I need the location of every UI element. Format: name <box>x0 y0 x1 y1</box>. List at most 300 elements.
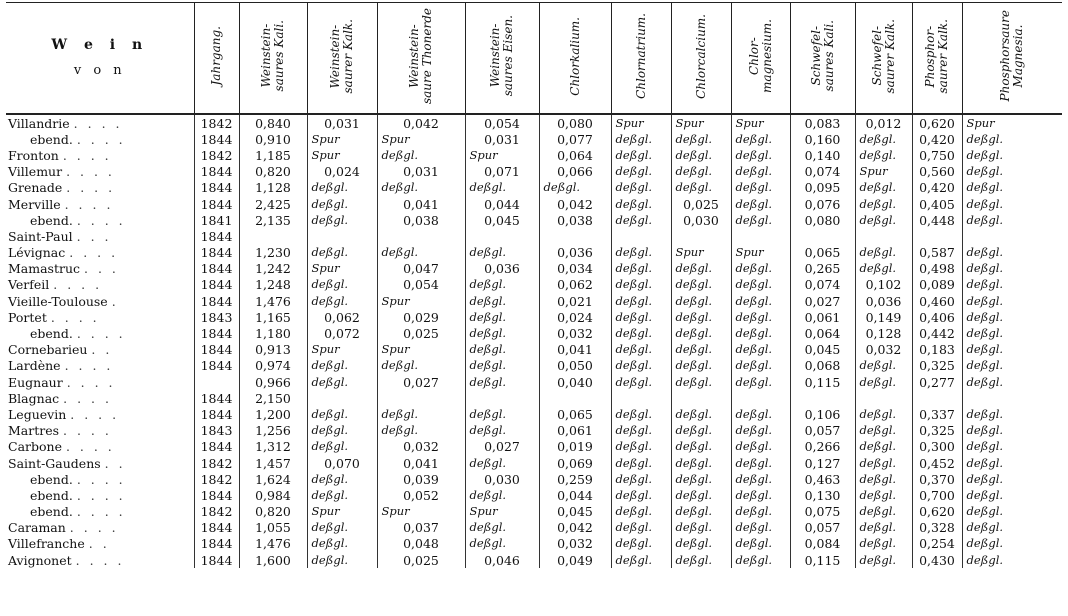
cell-schwefelsaures-kali: 0,074 <box>790 164 855 180</box>
wine-origin-name: ebend. <box>30 487 73 503</box>
cell-schwefelsaures-kali <box>790 390 855 406</box>
cell-weinsteinsaurer-kalk: deßgl. <box>307 358 377 374</box>
wine-origin-cell <box>6 487 194 503</box>
header-chlorkalium: Chlorkalium. <box>539 3 611 115</box>
cell-weinsteinsaures-eisen: deßgl. <box>465 325 539 341</box>
cell-weinsteinsaures-eisen: deßgl. <box>465 423 539 439</box>
leader-dots: . . . . <box>62 147 112 163</box>
wine-origin-cell <box>6 455 194 471</box>
cell-phosphorsaure-magnesia: deßgl. <box>962 131 1062 147</box>
cell-schwefelsaures-kali: 0,080 <box>790 212 855 228</box>
cell-phosphorsaurer-kalk: 0,328 <box>912 520 962 536</box>
cell-schwefelsaurer-kalk: deßgl. <box>855 358 912 374</box>
cell-phosphorsaurer-kalk: 0,620 <box>912 114 962 131</box>
cell-chlornatrium: deßgl. <box>611 196 671 212</box>
cell-phosphorsaurer-kalk: 0,406 <box>912 309 962 325</box>
cell-weinsteinsaure-thonerde: 0,025 <box>377 325 465 341</box>
cell-weinsteinsaurer-kalk: deßgl. <box>307 536 377 552</box>
leader-dots: . . . . <box>66 164 115 180</box>
cell-phosphorsaurer-kalk: 0,277 <box>912 374 962 390</box>
cell-chlorcalcium: deßgl. <box>671 552 731 568</box>
cell-chlormagnesium: Spur <box>731 114 790 131</box>
cell-chlorkalium: 0,042 <box>539 196 611 212</box>
cell-schwefelsaures-kali: 0,068 <box>790 358 855 374</box>
cell-jahrgang: 1844 <box>194 245 239 261</box>
cell-weinsteinsaurer-kalk: Spur <box>307 342 377 358</box>
cell-phosphorsaurer-kalk <box>912 228 962 244</box>
cell-weinsteinsaures-eisen: deßgl. <box>465 309 539 325</box>
cell-weinsteinsaures-eisen: deßgl. <box>465 342 539 358</box>
cell-jahrgang: 1844 <box>194 406 239 422</box>
header-chlornatrium: Chlornatrium. <box>611 3 671 115</box>
cell-weinsteinsaures-eisen <box>465 228 539 244</box>
cell-schwefelsaurer-kalk: deßgl. <box>855 455 912 471</box>
cell-schwefelsaurer-kalk: deßgl. <box>855 245 912 261</box>
cell-schwefelsaurer-kalk: deßgl. <box>855 520 912 536</box>
wine-origin-name: Saint-Gaudens <box>8 455 101 471</box>
table-row <box>6 261 1062 277</box>
cell-weinsteinsaure-thonerde: 0,048 <box>377 536 465 552</box>
cell-phosphorsaurer-kalk: 0,452 <box>912 455 962 471</box>
header-phosphorsaurer-kalk: Phosphor- saurer Kalk. <box>912 3 962 115</box>
cell-weinsteinsaurer-kalk: deßgl. <box>307 487 377 503</box>
wine-origin-name: Verfeil <box>8 277 50 293</box>
cell-chlormagnesium: deßgl. <box>731 439 790 455</box>
leader-dots: . . . . <box>76 131 126 147</box>
cell-phosphorsaure-magnesia: deßgl. <box>962 293 1062 309</box>
cell-weinsteinsaure-thonerde: 0,054 <box>377 277 465 293</box>
cell-jahrgang: 1844 <box>194 228 239 244</box>
cell-chlormagnesium: deßgl. <box>731 325 790 341</box>
leader-dots: . . . . <box>50 309 100 325</box>
table-row <box>6 196 1062 212</box>
leader-dots: . . <box>88 536 110 552</box>
cell-weinsteinsaures-eisen <box>465 390 539 406</box>
cell-weinsteinsaures-kali <box>239 228 307 244</box>
cell-chlornatrium: deßgl. <box>611 342 671 358</box>
wine-origin-cell <box>6 277 194 293</box>
wine-origin-name: Caraman <box>8 520 66 536</box>
cell-chlornatrium: deßgl. <box>611 293 671 309</box>
cell-weinsteinsaurer-kalk: deßgl. <box>307 520 377 536</box>
cell-chlorcalcium: deßgl. <box>671 147 731 163</box>
header-weinsteinsaurer-kalk: Weinstein- saurer Kalk. <box>307 3 377 115</box>
wine-origin-cell <box>6 180 194 196</box>
cell-weinsteinsaures-kali: 0,910 <box>239 131 307 147</box>
cell-chlormagnesium: deßgl. <box>731 487 790 503</box>
cell-schwefelsaurer-kalk: deßgl. <box>855 261 912 277</box>
cell-jahrgang: 1844 <box>194 164 239 180</box>
wine-origin-cell <box>6 423 194 439</box>
cell-weinsteinsaures-eisen: deßgl. <box>465 245 539 261</box>
cell-jahrgang: 1842 <box>194 147 239 163</box>
wine-origin-name: Fronton <box>8 147 59 163</box>
cell-weinsteinsaures-eisen: deßgl. <box>465 455 539 471</box>
cell-chlorkalium: 0,259 <box>539 471 611 487</box>
wine-origin-name: Leguevin <box>8 406 67 422</box>
cell-chlorcalcium: deßgl. <box>671 309 731 325</box>
cell-weinsteinsaure-thonerde: Spur <box>377 131 465 147</box>
cell-jahrgang: 1844 <box>194 261 239 277</box>
cell-chlornatrium: deßgl. <box>611 245 671 261</box>
cell-chlorkalium: 0,044 <box>539 487 611 503</box>
cell-chlorkalium: 0,041 <box>539 342 611 358</box>
cell-schwefelsaurer-kalk: 0,032 <box>855 342 912 358</box>
cell-phosphorsaurer-kalk: 0,460 <box>912 293 962 309</box>
cell-chlormagnesium: deßgl. <box>731 342 790 358</box>
cell-weinsteinsaures-eisen: 0,054 <box>465 114 539 131</box>
cell-weinsteinsaures-kali: 1,624 <box>239 471 307 487</box>
wine-origin-cell <box>6 552 194 568</box>
cell-weinsteinsaure-thonerde <box>377 228 465 244</box>
table-row <box>6 455 1062 471</box>
cell-weinsteinsaure-thonerde: deßgl. <box>377 245 465 261</box>
table-row <box>6 164 1062 180</box>
cell-chlorcalcium: deßgl. <box>671 406 731 422</box>
cell-chlormagnesium: deßgl. <box>731 358 790 374</box>
cell-chlorcalcium <box>671 390 731 406</box>
cell-weinsteinsaures-kali: 1,165 <box>239 309 307 325</box>
wine-origin-name: Lardène <box>8 358 61 374</box>
table-row <box>6 245 1062 261</box>
cell-chlorcalcium: deßgl. <box>671 455 731 471</box>
table-row <box>6 390 1062 406</box>
cell-chlorcalcium: Spur <box>671 245 731 261</box>
cell-weinsteinsaures-kali: 0,974 <box>239 358 307 374</box>
cell-weinsteinsaure-thonerde: 0,041 <box>377 455 465 471</box>
cell-phosphorsaurer-kalk: 0,750 <box>912 147 962 163</box>
cell-schwefelsaurer-kalk: 0,149 <box>855 309 912 325</box>
cell-chlorkalium: 0,064 <box>539 147 611 163</box>
cell-chlornatrium: deßgl. <box>611 180 671 196</box>
cell-phosphorsaurer-kalk: 0,442 <box>912 325 962 341</box>
cell-jahrgang: 1844 <box>194 342 239 358</box>
cell-phosphorsaure-magnesia: deßgl. <box>962 212 1062 228</box>
header-wein: W e i n <box>51 37 149 53</box>
cell-jahrgang: 1842 <box>194 504 239 520</box>
cell-phosphorsaure-magnesia: deßgl. <box>962 325 1062 341</box>
cell-weinsteinsaures-kali: 1,055 <box>239 520 307 536</box>
cell-chlornatrium: deßgl. <box>611 520 671 536</box>
cell-chlorcalcium: Spur <box>671 114 731 131</box>
cell-schwefelsaurer-kalk: 0,012 <box>855 114 912 131</box>
cell-weinsteinsaures-kali: 0,966 <box>239 374 307 390</box>
cell-weinsteinsaures-eisen: 0,044 <box>465 196 539 212</box>
leader-dots: . . . . <box>53 277 103 293</box>
cell-schwefelsaures-kali: 0,140 <box>790 147 855 163</box>
table-row <box>6 358 1062 374</box>
leader-dots: . . . . <box>76 326 126 342</box>
table-row <box>6 212 1062 228</box>
cell-weinsteinsaures-eisen: deßgl. <box>465 180 539 196</box>
cell-weinsteinsaure-thonerde: 0,042 <box>377 114 465 131</box>
cell-chlornatrium: deßgl. <box>611 487 671 503</box>
cell-schwefelsaures-kali: 0,076 <box>790 196 855 212</box>
cell-schwefelsaurer-kalk: deßgl. <box>855 536 912 552</box>
cell-schwefelsaurer-kalk <box>855 228 912 244</box>
cell-weinsteinsaurer-kalk: deßgl. <box>307 245 377 261</box>
cell-phosphorsaure-magnesia: deßgl. <box>962 196 1062 212</box>
cell-chlormagnesium: deßgl. <box>731 277 790 293</box>
cell-chlorkalium: 0,080 <box>539 114 611 131</box>
cell-phosphorsaurer-kalk: 0,405 <box>912 196 962 212</box>
cell-weinsteinsaures-eisen: 0,046 <box>465 552 539 568</box>
header-schwefelsaurer-kalk: Schwefel- saurer Kalk. <box>855 3 912 115</box>
cell-chlormagnesium: deßgl. <box>731 212 790 228</box>
wine-origin-name: Blagnac <box>8 390 60 406</box>
cell-chlorkalium: 0,036 <box>539 245 611 261</box>
cell-chlornatrium: deßgl. <box>611 212 671 228</box>
cell-jahrgang: 1843 <box>194 423 239 439</box>
cell-jahrgang: 1844 <box>194 552 239 568</box>
cell-schwefelsaurer-kalk: 0,102 <box>855 277 912 293</box>
cell-chlorcalcium: deßgl. <box>671 358 731 374</box>
cell-chlornatrium: deßgl. <box>611 325 671 341</box>
header-weinsteinsaures-kali: Weinstein- saures Kali. <box>239 3 307 115</box>
leader-dots: . <box>111 293 119 309</box>
cell-schwefelsaurer-kalk: deßgl. <box>855 471 912 487</box>
cell-schwefelsaurer-kalk: deßgl. <box>855 131 912 147</box>
leader-dots: . . . <box>76 228 112 244</box>
cell-weinsteinsaures-kali: 1,185 <box>239 147 307 163</box>
wine-origin-cell <box>6 245 194 261</box>
cell-chlormagnesium: deßgl. <box>731 520 790 536</box>
header-wein-von <box>6 3 194 115</box>
cell-chlormagnesium <box>731 228 790 244</box>
leader-dots: . . . . <box>73 115 123 131</box>
cell-weinsteinsaures-kali: 0,820 <box>239 164 307 180</box>
cell-weinsteinsaures-kali: 1,180 <box>239 325 307 341</box>
wine-origin-cell <box>6 471 194 487</box>
cell-chlormagnesium: deßgl. <box>731 504 790 520</box>
cell-phosphorsaurer-kalk: 0,448 <box>912 212 962 228</box>
cell-weinsteinsaure-thonerde: 0,027 <box>377 374 465 390</box>
leader-dots: . . . . <box>65 439 115 455</box>
cell-phosphorsaurer-kalk: 0,325 <box>912 423 962 439</box>
wine-origin-cell <box>6 131 194 147</box>
cell-phosphorsaure-magnesia: deßgl. <box>962 147 1062 163</box>
cell-weinsteinsaurer-kalk: deßgl. <box>307 423 377 439</box>
cell-weinsteinsaures-eisen: 0,030 <box>465 471 539 487</box>
cell-weinsteinsaurer-kalk: deßgl. <box>307 277 377 293</box>
cell-phosphorsaurer-kalk: 0,620 <box>912 504 962 520</box>
cell-weinsteinsaure-thonerde: deßgl. <box>377 406 465 422</box>
cell-weinsteinsaure-thonerde: 0,052 <box>377 487 465 503</box>
cell-schwefelsaures-kali: 0,266 <box>790 439 855 455</box>
cell-chlornatrium: deßgl. <box>611 277 671 293</box>
cell-weinsteinsaure-thonerde: 0,037 <box>377 520 465 536</box>
wine-origin-cell <box>6 114 194 131</box>
wine-origin-name: Grenade <box>8 180 63 196</box>
cell-weinsteinsaures-kali: 1,256 <box>239 423 307 439</box>
cell-weinsteinsaures-kali: 0,840 <box>239 114 307 131</box>
leader-dots: . . . . <box>76 471 126 487</box>
wine-origin-cell <box>6 293 194 309</box>
cell-schwefelsaurer-kalk: 0,036 <box>855 293 912 309</box>
cell-phosphorsaure-magnesia: deßgl. <box>962 487 1062 503</box>
cell-chlormagnesium: deßgl. <box>731 261 790 277</box>
wine-origin-cell <box>6 261 194 277</box>
table-row <box>6 374 1062 390</box>
cell-chlorkalium: 0,024 <box>539 309 611 325</box>
cell-schwefelsaurer-kalk: deßgl. <box>855 552 912 568</box>
cell-jahrgang: 1843 <box>194 309 239 325</box>
cell-chlormagnesium: deßgl. <box>731 293 790 309</box>
cell-weinsteinsaures-eisen: deßgl. <box>465 374 539 390</box>
cell-phosphorsaure-magnesia: deßgl. <box>962 374 1062 390</box>
cell-phosphorsaure-magnesia: deßgl. <box>962 455 1062 471</box>
header-chlormagnesium: Chlor- magnesium. <box>731 3 790 115</box>
wine-origin-name: Mamastruc <box>8 261 81 277</box>
cell-phosphorsaurer-kalk: 0,300 <box>912 439 962 455</box>
cell-chlormagnesium: deßgl. <box>731 536 790 552</box>
cell-chlornatrium: deßgl. <box>611 423 671 439</box>
cell-jahrgang: 1844 <box>194 180 239 196</box>
cell-schwefelsaures-kali: 0,064 <box>790 325 855 341</box>
cell-chlorcalcium: 0,025 <box>671 196 731 212</box>
wine-origin-cell <box>6 520 194 536</box>
cell-weinsteinsaures-eisen: 0,071 <box>465 164 539 180</box>
cell-weinsteinsaure-thonerde: deßgl. <box>377 358 465 374</box>
cell-chlorkalium <box>539 228 611 244</box>
cell-weinsteinsaures-eisen: deßgl. <box>465 487 539 503</box>
header-von: v o n <box>73 63 126 78</box>
cell-weinsteinsaurer-kalk: deßgl. <box>307 196 377 212</box>
table-row <box>6 309 1062 325</box>
cell-phosphorsaure-magnesia: deßgl. <box>962 261 1062 277</box>
cell-chlormagnesium: deßgl. <box>731 455 790 471</box>
table-row <box>6 277 1062 293</box>
cell-chlormagnesium: deßgl. <box>731 423 790 439</box>
cell-schwefelsaures-kali: 0,095 <box>790 180 855 196</box>
header-schwefelsaures-kali: Schwefel- saures Kali. <box>790 3 855 115</box>
cell-phosphorsaure-magnesia: deßgl. <box>962 439 1062 455</box>
wine-origin-name: Portet <box>8 309 47 325</box>
wine-origin-name: Martres <box>8 423 60 439</box>
cell-chlorcalcium: deßgl. <box>671 423 731 439</box>
leader-dots: . . . . <box>63 423 112 439</box>
cell-weinsteinsaurer-kalk: deßgl. <box>307 439 377 455</box>
cell-chlornatrium: Spur <box>611 114 671 131</box>
cell-chlormagnesium: deßgl. <box>731 309 790 325</box>
wine-origin-cell <box>6 228 194 244</box>
cell-chlorcalcium: deßgl. <box>671 325 731 341</box>
cell-phosphorsaurer-kalk: 0,498 <box>912 261 962 277</box>
leader-dots: . . . . <box>69 520 119 536</box>
cell-chlorcalcium: deßgl. <box>671 180 731 196</box>
cell-weinsteinsaurer-kalk: Spur <box>307 147 377 163</box>
cell-chlorkalium: 0,040 <box>539 374 611 390</box>
cell-phosphorsaurer-kalk: 0,430 <box>912 552 962 568</box>
cell-chlorcalcium: deßgl. <box>671 374 731 390</box>
cell-chlormagnesium: deßgl. <box>731 471 790 487</box>
cell-schwefelsaures-kali: 0,057 <box>790 520 855 536</box>
cell-weinsteinsaurer-kalk: deßgl. <box>307 212 377 228</box>
cell-chlorkalium: 0,021 <box>539 293 611 309</box>
cell-weinsteinsaurer-kalk: deßgl. <box>307 471 377 487</box>
cell-weinsteinsaurer-kalk <box>307 228 377 244</box>
cell-weinsteinsaures-kali: 1,476 <box>239 293 307 309</box>
cell-chlornatrium: deßgl. <box>611 552 671 568</box>
cell-chlormagnesium: deßgl. <box>731 147 790 163</box>
cell-weinsteinsaures-kali: 0,984 <box>239 487 307 503</box>
cell-jahrgang: 1844 <box>194 520 239 536</box>
cell-chlorkalium: 0,038 <box>539 212 611 228</box>
cell-phosphorsaure-magnesia <box>962 228 1062 244</box>
cell-chlorcalcium: deßgl. <box>671 131 731 147</box>
cell-chlorkalium: 0,062 <box>539 277 611 293</box>
leader-dots: . . . <box>84 261 119 277</box>
cell-chlormagnesium: deßgl. <box>731 552 790 568</box>
cell-chlormagnesium: deßgl. <box>731 131 790 147</box>
cell-chlorcalcium: deßgl. <box>671 293 731 309</box>
cell-chlorkalium: 0,032 <box>539 325 611 341</box>
table-row <box>6 147 1062 163</box>
cell-schwefelsaurer-kalk: deßgl. <box>855 196 912 212</box>
wine-origin-cell <box>6 309 194 325</box>
wine-origin-name: Cornebarieu <box>8 342 88 358</box>
cell-schwefelsaurer-kalk: Spur <box>855 164 912 180</box>
cell-phosphorsaurer-kalk: 0,183 <box>912 342 962 358</box>
table-row <box>6 228 1062 244</box>
cell-jahrgang: 1844 <box>194 196 239 212</box>
header-chlorcalcium: Chlorcalcium. <box>671 3 731 115</box>
cell-weinsteinsaurer-kalk: 0,031 <box>307 114 377 131</box>
wine-origin-cell <box>6 374 194 390</box>
cell-chlorcalcium: deßgl. <box>671 487 731 503</box>
cell-weinsteinsaure-thonerde: 0,032 <box>377 439 465 455</box>
cell-weinsteinsaures-kali: 2,150 <box>239 390 307 406</box>
cell-chlornatrium: deßgl. <box>611 439 671 455</box>
cell-phosphorsaurer-kalk: 0,420 <box>912 180 962 196</box>
cell-weinsteinsaurer-kalk <box>307 390 377 406</box>
cell-weinsteinsaures-eisen: Spur <box>465 147 539 163</box>
cell-chlormagnesium: deßgl. <box>731 164 790 180</box>
cell-chlormagnesium: deßgl. <box>731 180 790 196</box>
cell-schwefelsaures-kali: 0,027 <box>790 293 855 309</box>
table-row <box>6 552 1062 568</box>
cell-weinsteinsaurer-kalk: 0,072 <box>307 325 377 341</box>
wine-origin-cell <box>6 536 194 552</box>
table-row <box>6 504 1062 520</box>
cell-chlorkalium: 0,065 <box>539 406 611 422</box>
cell-schwefelsaures-kali: 0,084 <box>790 536 855 552</box>
cell-weinsteinsaure-thonerde: deßgl. <box>377 147 465 163</box>
wine-origin-name: Saint-Paul <box>8 228 73 244</box>
cell-weinsteinsaurer-kalk: Spur <box>307 131 377 147</box>
cell-schwefelsaurer-kalk: deßgl. <box>855 374 912 390</box>
cell-weinsteinsaures-kali: 1,200 <box>239 406 307 422</box>
wine-origin-cell <box>6 439 194 455</box>
cell-jahrgang: 1842 <box>194 114 239 131</box>
leader-dots: . . . . <box>64 358 114 374</box>
cell-weinsteinsaurer-kalk: deßgl. <box>307 552 377 568</box>
cell-chlornatrium <box>611 390 671 406</box>
wine-analysis-table-page <box>6 2 1062 614</box>
cell-chlorkalium: 0,066 <box>539 164 611 180</box>
leader-dots: . . . . <box>69 245 119 261</box>
leader-dots: . . . . <box>76 504 126 520</box>
cell-chlornatrium: deßgl. <box>611 471 671 487</box>
cell-schwefelsaures-kali: 0,061 <box>790 309 855 325</box>
cell-jahrgang: 1844 <box>194 439 239 455</box>
wine-origin-name: Merville <box>8 196 61 212</box>
cell-weinsteinsaures-eisen: deßgl. <box>465 406 539 422</box>
cell-weinsteinsaure-thonerde: 0,039 <box>377 471 465 487</box>
cell-weinsteinsaures-eisen: 0,036 <box>465 261 539 277</box>
leader-dots: . . <box>104 455 126 471</box>
cell-phosphorsaurer-kalk: 0,560 <box>912 164 962 180</box>
